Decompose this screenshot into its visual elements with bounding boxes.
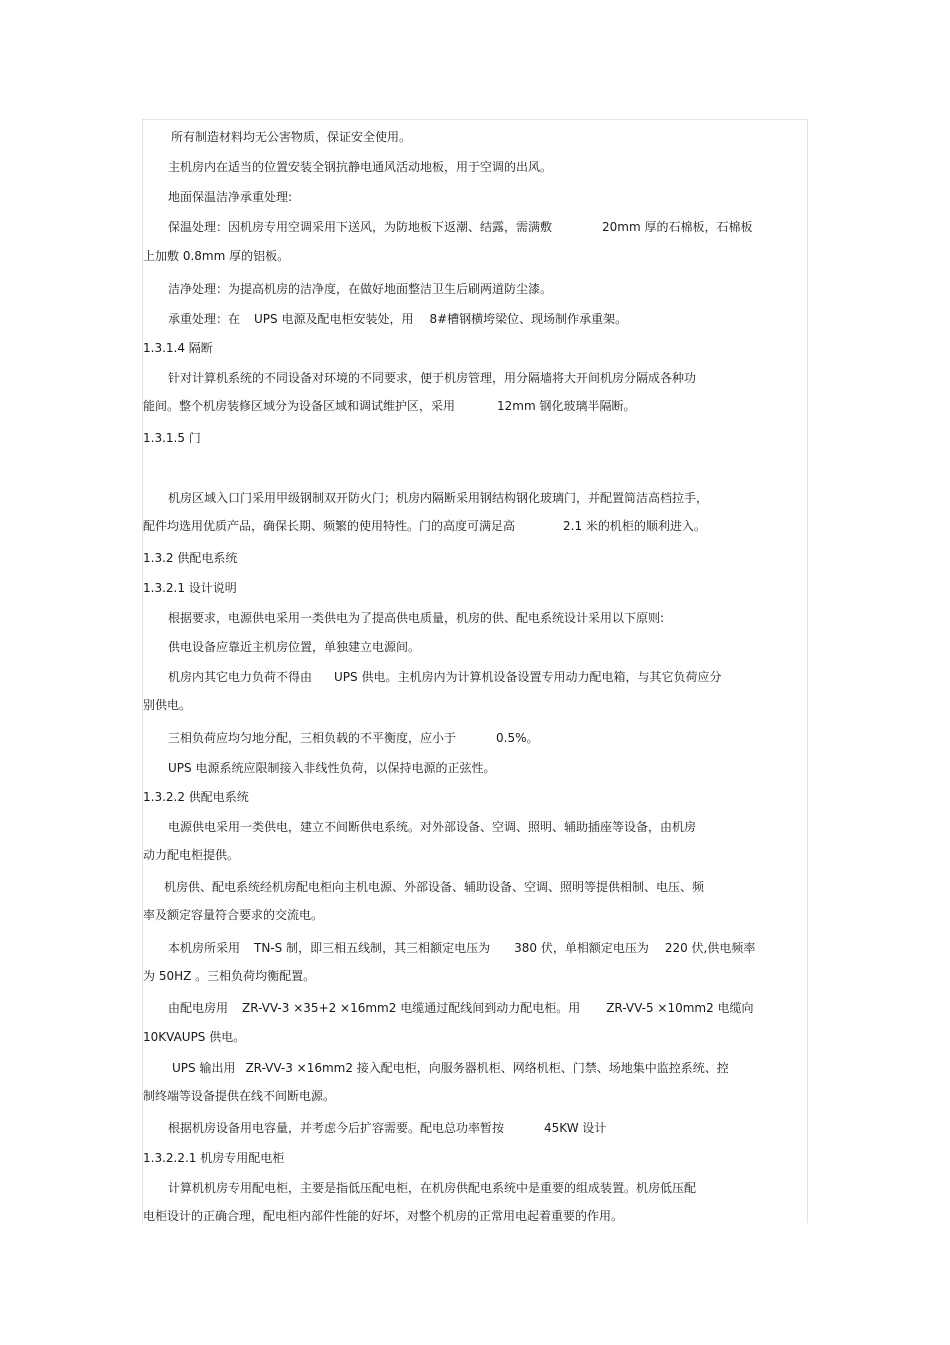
text-line: 电柜设计的正确合理，配电柜内部件性能的好坏，对整个机房的正常用电起着重要的作用。 [143, 1209, 624, 1223]
text-line: 配件均选用优质产品，确保长期、频繁的使用特性。门的高度可满足高 2.1 米的机柜的顺利进入。 [143, 519, 706, 533]
text-line: UPS 电源系统应限制接入非线性负荷，以保持电源的正弦性。 [168, 761, 496, 775]
text-line: 三相负荷应均匀地分配，三相负载的不平衡度，应小于 0.5%。 [168, 731, 539, 745]
section-heading: 1.3.2.2.1 机房专用配电柜 [143, 1151, 285, 1165]
text-line: 上加敷 0.8mm 厚的铝板。 [143, 249, 290, 263]
text-line: 制终端等设备提供在线不间断电源。 [143, 1089, 336, 1103]
text-line: 根据机房设备用电容量，并考虑今后扩容需要。配电总功率暂按 45KW 设计 [168, 1121, 607, 1135]
section-heading: 1.3.1.5 门 [143, 431, 201, 445]
text-line: 别供电。 [143, 698, 192, 712]
text-line: 供电设备应靠近主机房位置，单独建立电源间。 [168, 640, 421, 654]
text-line: 承重处理：在 UPS 电源及配电柜安装处，用 8#槽钢横垮梁位、现场制作承重架。 [168, 312, 628, 326]
text-line: 率及额定容量符合要求的交流电。 [143, 908, 324, 922]
text-line: 动力配电柜提供。 [143, 848, 240, 862]
text-line: 主机房内在适当的位置安装全钢抗静电通风活动地板，用于空调的出风。 [168, 160, 553, 174]
text-line: 针对计算机系统的不同设备对环境的不同要求，便于机房管理，用分隔墙将大开间机房分隔成各种功 [168, 371, 697, 385]
text-line: 本机房所采用 TN-S 制，即三相五线制，其三相额定电压为 380 伏，单相额定电压为 220 伏,供电频率 [168, 941, 756, 955]
text-line: 地面保温洁净承重处理: [168, 190, 293, 204]
section-heading: 1.3.2.1 设计说明 [143, 581, 237, 595]
text-line: 由配电房用 ZR-VV-3 ×35+2 ×16mm2 电缆通过配线间到动力配电柜。用 ZR-VV-5 ×10mm2 电缆向 [168, 1001, 754, 1015]
text-line: 10KVAUPS 供电。 [143, 1030, 246, 1044]
text-line: 计算机机房专用配电柜，主要是指低压配电柜，在机房供配电系统中是重要的组成装置。机房低压配 [168, 1181, 697, 1195]
text-line: 为 50HZ 。三相负荷均衡配置。 [143, 969, 316, 983]
text-line: 能间。整个机房装修区域分为设备区域和调试维护区，采用 12mm 钢化玻璃半隔断。 [143, 399, 636, 413]
section-heading: 1.3.1.4 隔断 [143, 341, 213, 355]
text-line: 机房区域入口门采用甲级钢制双开防火门；机房内隔断采用钢结构钢化玻璃门，并配置简洁高档拉手， [168, 491, 709, 505]
text-line: 机房内其它电力负荷不得由 UPS 供电。主机房内为计算机设备设置专用动力配电箱，与其它负荷应分 [168, 670, 722, 684]
text-line: 根据要求，电源供电采用一类供电为了提高供电质量，机房的供、配电系统设计采用以下原则: [168, 611, 665, 625]
section-heading: 1.3.2.2 供配电系统 [143, 790, 249, 804]
text-line: 保温处理：因机房专用空调采用下送风，为防地板下返潮、结露，需满敷 20mm 厚的石棉板，石棉板 [168, 220, 753, 234]
text-line: 电源供电采用一类供电，建立不间断供电系统。对外部设备、空调、照明、辅助插座等设备，由机房 [168, 820, 697, 834]
text-line: 洁净处理：为提高机房的洁净度，在做好地面整洁卫生后刷两道防尘漆。 [168, 282, 553, 296]
text-line: 机房供、配电系统经机房配电柜向主机电源、外部设备、辅助设备、空调、照明等提供相制、电压、频 [164, 880, 705, 894]
text-line: 所有制造材料均无公害物质，保证安全使用。 [171, 130, 412, 144]
section-heading: 1.3.2 供配电系统 [143, 551, 238, 565]
text-line: UPS 输出用 ZR-VV-3 ×16mm2 接入配电柜，向服务器机柜、网络机柜、门禁、场地集中监控系统、控 [172, 1061, 729, 1075]
